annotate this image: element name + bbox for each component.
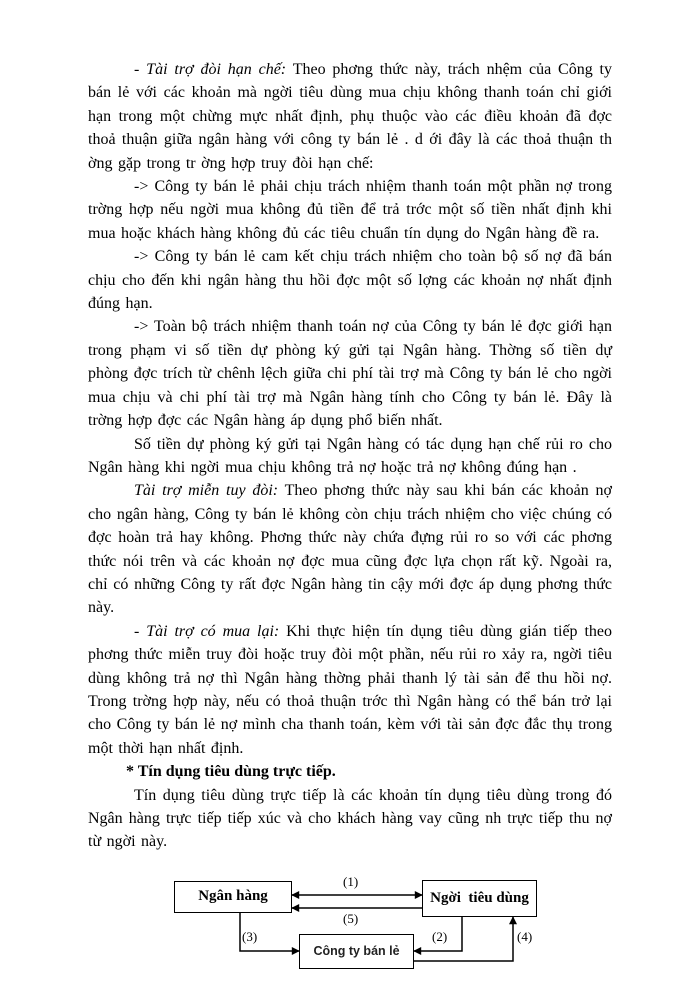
paragraph-lead-italic: Tài trợ miễn tuy đòi:	[134, 482, 279, 500]
paragraph-text: Theo phơng thức này, trách nhệm của Công ty bán lẻ với các khoản mà ngời tiêu dùng mua chịu không thanh toán chỉ giới hạn trong một chừng mực nhất định, phụ thuộc vào các điều khoản đã đợc thoả thuận giữa ngân hàng với công ty bán lẻ . d ới đây là các thoả thuận th ờng gặp trong tr ờng hợp truy đòi hạn chế:	[88, 61, 613, 172]
paragraph-text: Tín dụng tiêu dùng trực tiếp là các khoản tín dụng tiêu dùng trong đó Ngân hàng trực tiếp tiếp xúc và cho khách hàng vay cũng nh trực tiếp thu nợ từ ngời này.	[88, 786, 612, 851]
paragraph-condition-2	[88, 245, 612, 315]
paragraph-text: -> Toàn bộ trách nhiệm thanh toán nợ của Công ty bán lẻ đợc giới hạn trong phạm vi số tiền dự phòng ký gửi tại Ngân hàng. Thờng số tiền dự phòng đợc trích từ chênh lệch giữa chi phí tài trợ mà Công ty bán lẻ cho ngời mua chịu và chi phí tài trợ mà Ngân hàng tính cho Công ty bán lẻ. Đây là trờng hợp đợc các Ngân hàng áp dụng phổ biến nhất.	[88, 318, 612, 430]
paragraph-lead-italic: - Tài trợ có mua lại:	[134, 622, 280, 640]
diagram-box-retailer: Công ty bán lẻ	[299, 934, 414, 969]
paragraph-reserve-fund	[88, 433, 612, 480]
credit-flow-diagram	[140, 870, 560, 982]
arrow-label-1: (1)	[343, 873, 359, 889]
section-heading: * Tín dụng tiêu dùng trực tiếp.	[126, 763, 336, 781]
arrow-4-retailer-consumer	[414, 917, 513, 961]
paragraph-direct-credit	[88, 784, 612, 854]
paragraph-text: -> Công ty bán lẻ phải chịu trách nhiệm thanh toán một phần nợ trong trờng hợp nếu ngời mua không đủ tiền để trả trớc một số tiền nhất định khi mua hoặc khách hàng không đủ các tiêu chuẩn tín dụng do Ngân hàng đề ra.	[88, 178, 612, 242]
paragraph-limited-recourse	[88, 58, 612, 175]
arrow-label-2: (2)	[432, 928, 448, 944]
arrow-label-3: (3)	[242, 928, 258, 944]
paragraph-text: Số tiền dự phòng ký gửi tại Ngân hàng có tác dụng hạn chế rủi ro cho Ngân hàng khi ngời mua chịu không trả nợ hoặc trả nợ không đúng hạn .	[88, 435, 612, 476]
diagram-box-bank: Ngân hàng	[174, 881, 292, 913]
paragraph-non-recourse	[88, 479, 612, 619]
paragraph-buy-back	[88, 620, 612, 760]
arrow-label-4: (4)	[517, 928, 533, 944]
paragraph-condition-1	[88, 175, 612, 245]
arrow-label-5: (5)	[343, 910, 359, 926]
diagram-box-consumer: Ngời tiêu dùng	[422, 880, 537, 917]
paragraph-text: Khi thực hiện tín dụng tiêu dùng gián tiếp theo phơng thức miễn truy đòi hoặc truy đòi một phần, nếu rủi ro xảy ra, ngời tiêu dùng không trả nợ thì Ngân hàng thờng phải thanh lý tài sản để thu hồi nợ. Trong trờng hợp này, nếu có thoả thuận trớc thì Ngân hàng có thể bán trở lại cho Công ty bán lẻ nợ mình cha thanh toán, kèm với tài sản đợc đắc thụ trong một thời hạn nhất định.	[88, 622, 613, 757]
paragraph-lead-italic: - Tài trợ đòi hạn chế:	[134, 61, 287, 78]
paragraph-text: Theo phơng thức này sau khi bán các khoản nợ cho ngân hàng, Công ty bán lẻ không còn chịu trách nhiệm cho việc chúng có đợc hoàn trả hay không. Phơng thức này chứa đựng rủi ro so với các phơng thức nói trên và các khoản nợ đợc mua cũng đợc lựa chọn rất kỹ. Ngoài ra, chỉ có những Công ty rất đợc Ngân hàng tin cậy mới đợc áp dụng phơng thức này.	[88, 482, 612, 617]
paragraph-condition-3	[88, 315, 612, 432]
paragraph-text: -> Công ty bán lẻ cam kết chịu trách nhiệm cho toàn bộ số nợ đã bán chịu cho đến khi ngân hàng thu hồi đợc một số lợng các khoản nợ nhất định đúng hạn.	[88, 248, 612, 313]
